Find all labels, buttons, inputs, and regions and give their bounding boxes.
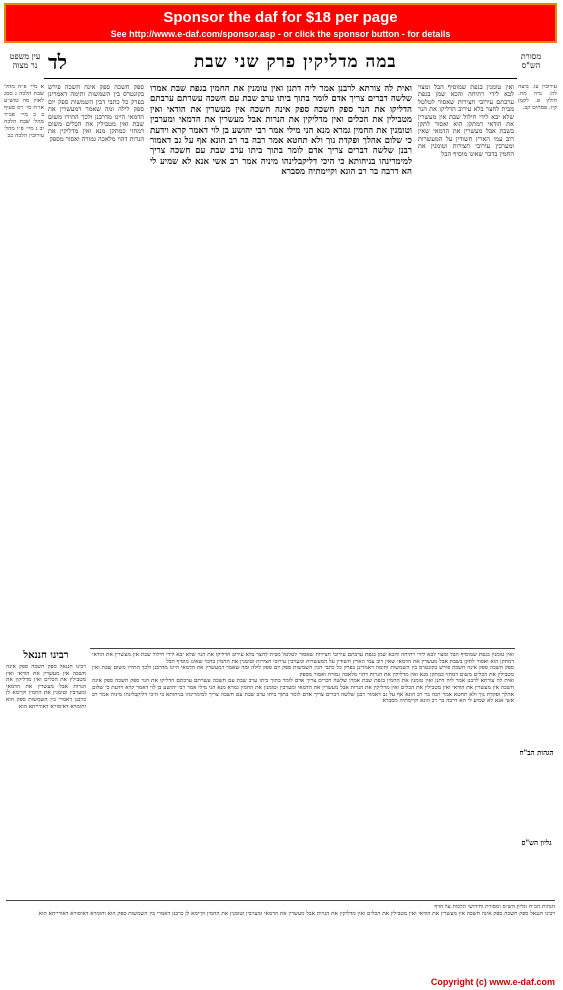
gemara-text: ואית לה צורתא לרבנן אמר ליה דתנן ואין טומנין את החמין בגפת שבת אמרו שלשה דברים צריך אדם לומר בתוך ביתו ערב שבת עם חשכה עשרתם ערבתם הדליקו את הנר ספק חשכה ספק אינה חשכה אין מעשרין את הודאי ואין מטבילין את הכלים ואין מדליקין את הנרות אבל מעשרין את הדמאי ומערבין וטומנין את החמין גמרא מנא הני מילי אמר רבי יהושע בן לוי דאמר קרא וידעת כי שלום אהלך ופקדת נוך ולא תחטא אמר רבה בר רב הונא אף על גב דאמור רבנן שלשה דברים צריך אדם לומר בתוך ביתו ערב שבת עם חשכה צריך למימרינהו בניחותא כי היכי דליקבלינהו מיניה אמר רב אשי אנא לא שמיע לי הא דרבה בר רב הונא וקיימתיה מסברא bbox=[150, 84, 412, 178]
tosafot-text: ספק חשכה ספק אינה חשכה פירש בקונטרס בין השמשות ותימה דאמרינן בפרק כל כתבי דבין השמשות ספק יום ספק לילה ומה שאמר דמעשרין את הדמאי היינו מדרבנן ולכך התירו משום שבת ואין מטבילין את הכלים משום דמחזי כמתקן מנא ואין מדליקין את הנרות דהוי מלאכה גמורה ואסור מספק bbox=[48, 84, 144, 143]
lower-commentary-text-2: ספק חשכה ספק אינה חשכה פירש בקונטרס בין השמשות ותימה דאמרינן בפרק כל כתבי דבין השמשות ספק יום ספק לילה ומה שאמר דמעשרין את הדמאי היינו מדרבנן ולכך התירו משום שבת ואין מטבילין את הכלים משום דמחזי כמתקן מנא ואין מדליקין את הנרות דהוי מלאכה גמורה ואסור מספק bbox=[92, 665, 514, 678]
header-rule bbox=[44, 78, 517, 79]
ein-mishpat-column bbox=[4, 84, 44, 644]
bottom-notes bbox=[6, 904, 555, 970]
copyright-notice: Copyright (c) www.e-daf.com bbox=[430, 977, 555, 987]
rashi-column bbox=[418, 84, 514, 644]
gilyon-label: גליון הש"ס bbox=[516, 838, 557, 847]
rabbeinu-chananel-column bbox=[6, 664, 86, 894]
chapter-title: במה מדליקין פרק שני שבת bbox=[194, 52, 397, 72]
lower-commentary bbox=[92, 652, 514, 896]
bottom-divider bbox=[6, 900, 555, 901]
mesorat-text: עירובין עו. ביצה לה: נדה מח. חולין פ. לקמן קיז. פסחים קב. bbox=[518, 84, 557, 111]
lower-commentary-text: ואין טומנין בגפת שמוסיף הבל ומצוי לבא לידי רתיחה והכא שמן בגפת ערבתם עירובי חצירות שאסור לטלטל מבית לחצר בלא עירוב הדליקו את הנר שלא יבא לידי חילול שבת אין מעשרין את הודאי דמתקן הוא ואסור לתקן בשבת אבל מעשרין את הדמאי שאין רוב עמי הארץ חשודין על המעשרות ומערבין עירובי חצירות וטומנין את החמין בדבר שאינו מוסיף הבל bbox=[92, 652, 514, 665]
ein-mishpat-text: א מיי׳ פ״ה מהל׳ שבת הלכה ג סמג לאוין סה טוש״ע או״ח סי׳ רס סעיף ב ב מיי׳ פכ״ד מהל׳ שבת הלכה יב ג מיי׳ פ״ו מהל׳ עירובין הלכה כב bbox=[4, 84, 44, 139]
bottom-notes-text: הגהות הב״ח וגליון הש״ס ומסורת וחידושי הלכות על הדף bbox=[434, 904, 555, 910]
sponsor-subtitle[interactable]: See http://www.e-daf.com/sponsor.asp - or click the sponsor button - for details bbox=[110, 29, 451, 39]
bottom-notes-text-2: רבינו חננאל ספק חשכה ספק אינה חשכה אין מעשרין את הודאי ואין מטבילין את הכלים ואין מדליקין את הנרות אבל מעשרין את הדמאי ומערבין וטומנין את החמין וקיימא לן כרבנן דאמרי בין השמשות ספק הוא וחומרא דאיסורא דאורייתא הוא bbox=[38, 910, 555, 917]
mesorat-heading: מסורת הש"ס bbox=[520, 52, 542, 70]
rashi-text: ואין טומנין בגפת שמוסיף הבל ומצוי לבא לידי רתיחה והכא שמן בגפת ערבתם עירובי חצירות שאסור לטלטל מבית לחצר בלא עירוב הדליקו את הנר שלא יבא לידי חילול שבת אין מעשרין את הודאי דמתקן הוא ואסור לתקן בשבת אבל מעשרין את הדמאי שאין רוב עמי הארץ חשודין על המעשרות ומערבין עירובי חצירות וטומנין את החמין בדבר שאינו מוסיף הבל bbox=[418, 84, 514, 158]
rabbeinu-chananel-label: רבינו חננאל bbox=[6, 650, 86, 661]
hagahot-label: הגהות הב"ח bbox=[516, 748, 557, 757]
mesorat-column bbox=[518, 84, 557, 644]
rabbeinu-chananel-text: רבינו חננאל ספק חשכה ספק אינה חשכה אין מעשרין את הודאי ואין מטבילין את הכלים ואין מדליקין את הנרות אבל מעשרין את הדמאי ומערבין וטומנין את החמין וקיימא לן כרבנן דאמרי בין השמשות ספק הוא וחומרא דאיסורא דאורייתא הוא bbox=[6, 664, 86, 710]
sponsor-title[interactable]: Sponsor the daf for $18 per page bbox=[163, 9, 398, 26]
sponsor-banner[interactable] bbox=[4, 3, 557, 43]
talmud-page bbox=[4, 48, 557, 973]
lower-divider bbox=[90, 648, 515, 649]
page-header bbox=[4, 48, 557, 82]
folio-number: לד bbox=[48, 50, 67, 74]
lower-commentary-text-3: ואית לה צורתא לרבנן אמר ליה דתנן ואין טומנין את החמין בגפת שבת אמרו שלשה דברים צריך אדם לומר בתוך ביתו ערב שבת עם חשכה עשרתם ערבתם הדליקו את הנר ספק חשכה ספק אינה חשכה אין מעשרין את הודאי ואין מטבילין את הכלים ואין מדליקין את הנרות אבל מעשרין את הדמאי ומערבין וטומנין את החמין גמרא מנא הני מילי אמר רבי יהושע בן לוי דאמר קרא וידעת כי שלום אהלך ופקדת נוך ולא תחטא אמר רבה בר רב הונא אף על גב דאמור רבנן שלשה דברים צריך אדם לומר בתוך ביתו ערב שבת עם חשכה צריך למימרינהו בניחותא כי היכי דליקבלינהו מיניה אמר רב אשי אנא לא שמיע לי הא דרבה בר רב הונא וקיימתיה מסברא bbox=[92, 678, 514, 705]
tosafot-column bbox=[48, 84, 144, 644]
gemara-column bbox=[150, 84, 412, 644]
ein-mishpat-heading: עין משפט נר מצוה bbox=[9, 52, 41, 70]
